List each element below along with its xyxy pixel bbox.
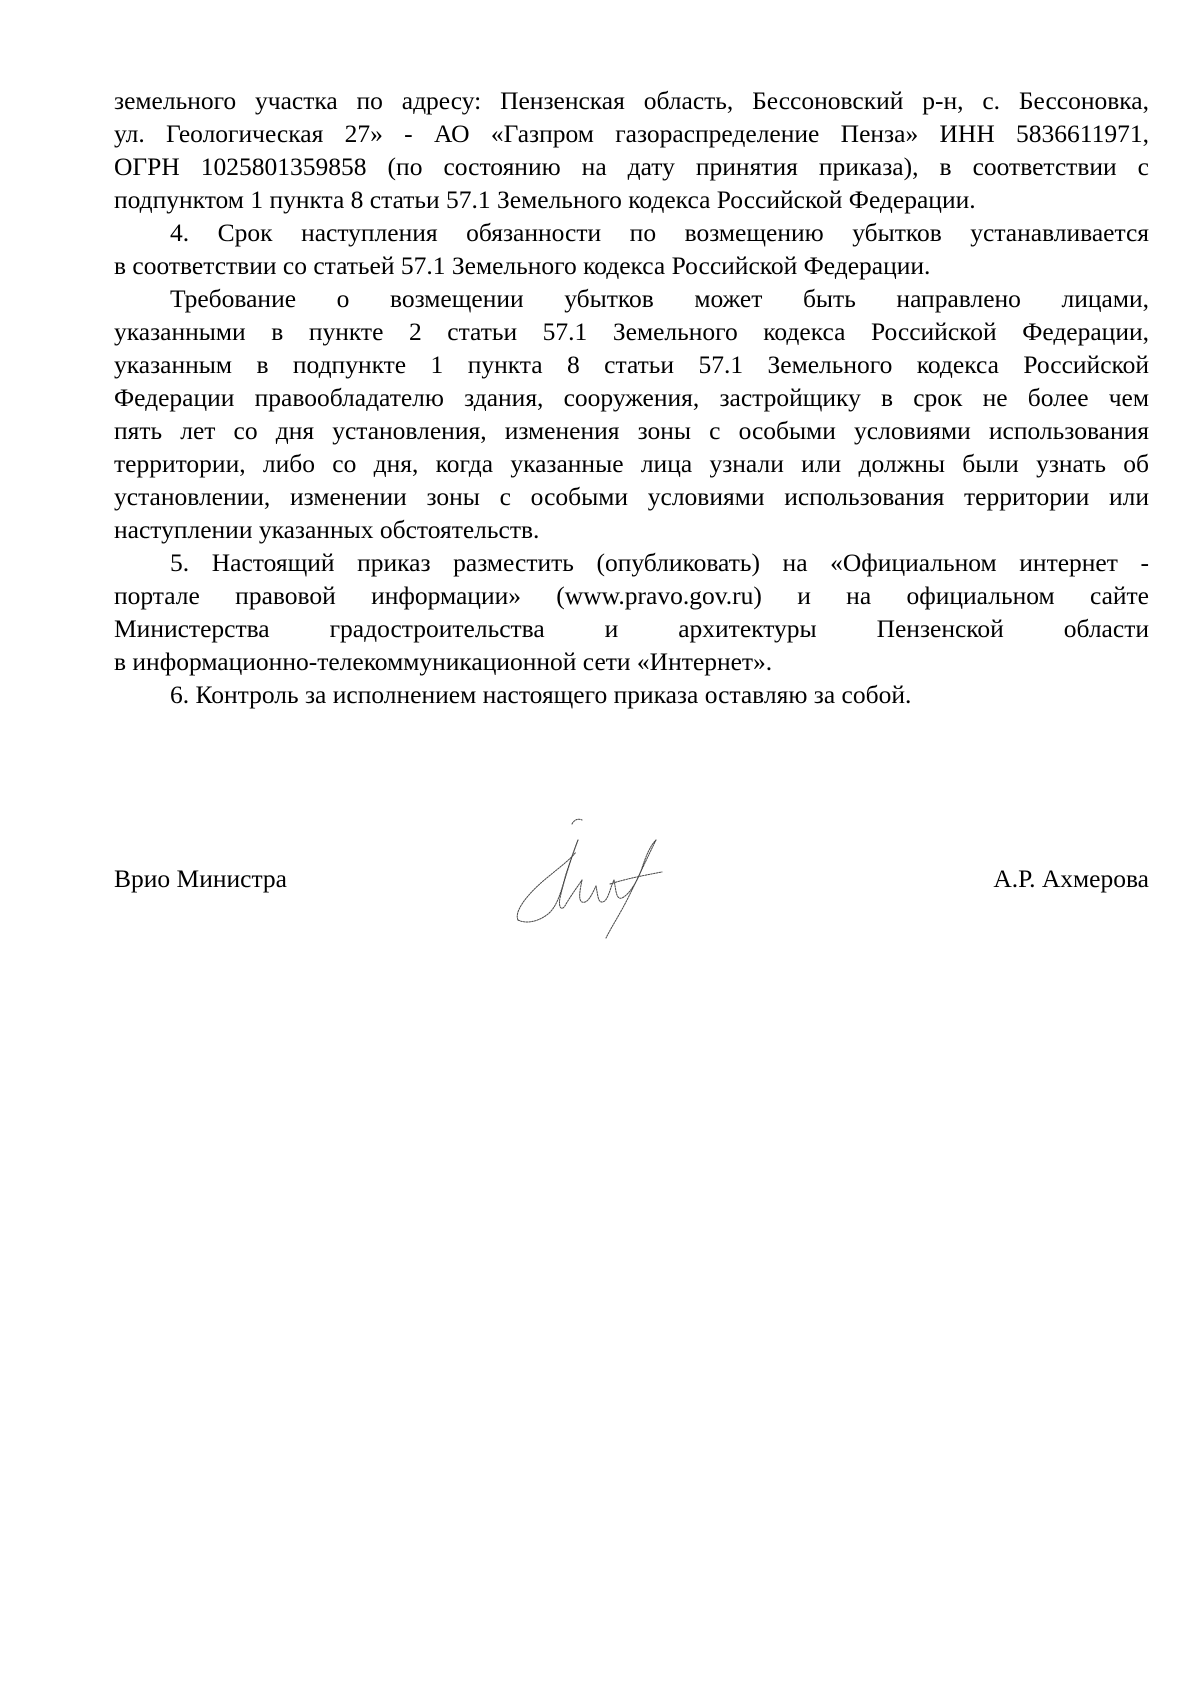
text-line: установлении, изменении зоны с особыми условиями использования территории или	[114, 482, 1149, 511]
handwritten-signature	[512, 816, 672, 946]
text-line: 5. Настоящий приказ разместить (опубликовать) на «Официальном интернет -	[170, 548, 1149, 577]
paragraph-item-4	[114, 216, 1149, 282]
text-line: 4. Срок наступления обязанности по возмещению убытков устанавливается	[170, 218, 1149, 247]
text-line: Федерации правообладателю здания, сооружения, застройщику в срок не более чем	[114, 383, 1149, 412]
text-line: Министерства градостроительства и архитектуры Пензенской области	[114, 614, 1149, 643]
text-line: территории, либо со дня, когда указанные лица узнали или должны были узнать об	[114, 449, 1149, 478]
signatory-title: Врио Министра	[114, 864, 287, 893]
paragraph-claim-requirement	[114, 282, 1149, 546]
text-line: указанным в подпункте 1 пункта 8 статьи 57.1 Земельного кодекса Российской	[114, 350, 1149, 379]
text-line: Требование о возмещении убытков может быть направлено лицами,	[170, 284, 1149, 313]
text-line: пять лет со дня установления, изменения зоны с особыми условиями использования	[114, 416, 1149, 445]
text-line: 6. Контроль за исполнением настоящего приказа оставляю за собой.	[170, 680, 912, 709]
signatory-name: А.Р. Ахмерова	[993, 864, 1149, 893]
text-line: в информационно-телекоммуникационной сети «Интернет».	[114, 647, 773, 676]
text-line: указанными в пункте 2 статьи 57.1 Земельного кодекса Российской Федерации,	[114, 317, 1149, 346]
paragraph-item-6	[114, 678, 1149, 711]
text-line: ОГРН 1025801359858 (по состоянию на дату принятия приказа), в соответствии с	[114, 152, 1149, 181]
paragraph-address-continuation	[114, 84, 1149, 216]
document-body	[114, 84, 1149, 711]
text-line: наступлении указанных обстоятельств.	[114, 515, 540, 544]
text-line: подпунктом 1 пункта 8 статьи 57.1 Земельного кодекса Российской Федерации.	[114, 185, 976, 214]
text-line: ул. Геологическая 27» - АО «Газпром газораспределение Пенза» ИНН 5836611971,	[114, 119, 1149, 148]
paragraph-item-5	[114, 546, 1149, 678]
text-line: портале правовой информации» (www.pravo.gov.ru) и на официальном сайте	[114, 581, 1149, 610]
text-line: в соответствии со статьей 57.1 Земельного кодекса Российской Федерации.	[114, 251, 931, 280]
text-line: земельного участка по адресу: Пензенская область, Бессоновский р-н, с. Бессоновка,	[114, 86, 1149, 115]
